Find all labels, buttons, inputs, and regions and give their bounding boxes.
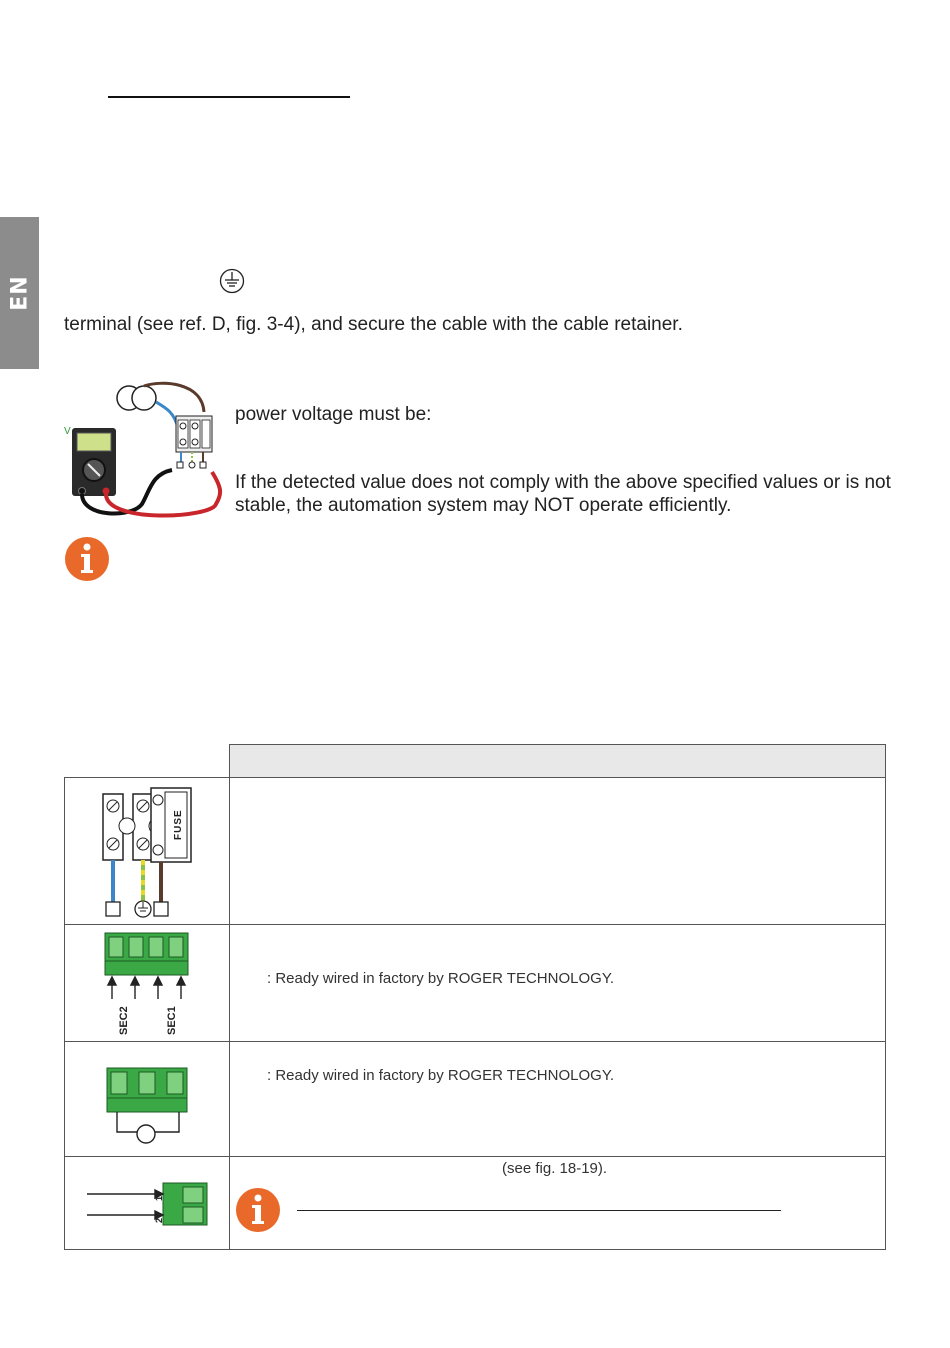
table-row (65, 925, 886, 1042)
table-cell-text (230, 1042, 886, 1157)
language-tab (0, 217, 39, 369)
row-4-underline (297, 1210, 781, 1211)
table-cell-icon (65, 1042, 230, 1157)
table-row (65, 1157, 886, 1250)
earth-ground-icon (219, 268, 245, 294)
power-terminal-block-icon (65, 778, 229, 924)
svg-text:V: V (64, 426, 71, 437)
row-1-text (230, 778, 885, 822)
three-pin-connector-icon (65, 1042, 229, 1156)
table-header-blank (65, 745, 230, 778)
language-tab-label: EN (7, 275, 32, 311)
info-icon (235, 1187, 281, 1233)
two-pin-connector-icon (65, 1157, 229, 1249)
sec1-label: SEC1 (166, 1006, 178, 1035)
earth-terminal-text: terminal (see ref. D, fig. 3-4), and secure the cable with the cable retainer. (64, 314, 683, 335)
table-row (65, 778, 886, 925)
fuse-label: FUSE (173, 809, 184, 840)
table-cell-text (230, 1157, 886, 1250)
table-header (230, 745, 886, 778)
multimeter-illustration-icon (62, 378, 234, 524)
row-2-text: : Ready wired in factory by ROGER TECHNOLOGY. (267, 970, 615, 987)
row-4-text: (see fig. 18-19). (502, 1160, 608, 1177)
voltage-warning-text: If the detected value does not comply with the above specified values or is not stable, the automation system may NOT operate efficiently. (235, 472, 891, 516)
table-cell-icon (65, 925, 230, 1042)
secondary-connector-icon (65, 925, 229, 1041)
row-3-text: : Ready wired in factory by ROGER TECHNOLOGY. (267, 1067, 615, 1084)
table-cell-text (230, 925, 886, 1042)
table-cell-icon (65, 778, 230, 925)
table-row (65, 1042, 886, 1157)
section-title-underline (108, 96, 350, 98)
sec2-label: SEC2 (118, 1006, 130, 1035)
connections-table (64, 744, 886, 1250)
pin-1-label: 1 (154, 1195, 164, 1201)
pin-2-label: 2 (154, 1217, 164, 1223)
voltage-intro-text: power voltage must be: (235, 404, 432, 425)
table-cell-icon (65, 1157, 230, 1250)
info-icon (64, 536, 110, 582)
table-cell-text (230, 778, 886, 925)
